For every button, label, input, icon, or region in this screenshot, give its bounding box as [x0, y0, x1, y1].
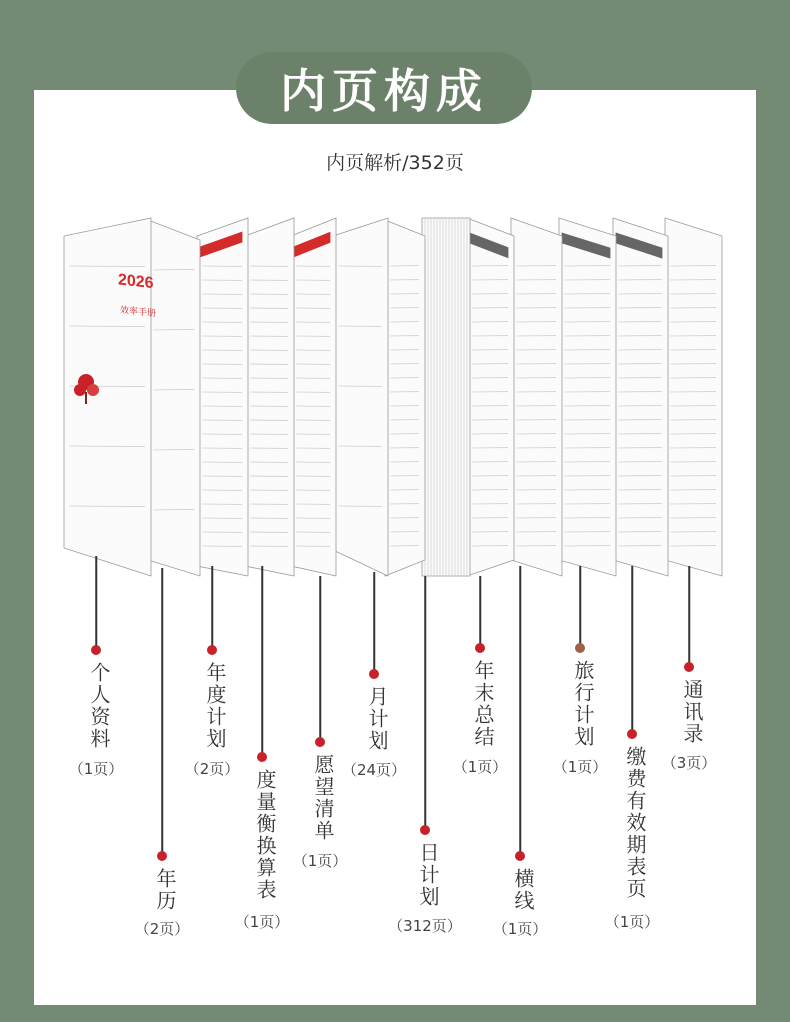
page-sheet	[511, 218, 562, 576]
marker-dot	[207, 645, 217, 655]
section-count-contacts: （3页）	[661, 754, 717, 772]
connector-line	[319, 576, 321, 742]
section-count-lined: （1页）	[492, 920, 548, 938]
page-sheet	[197, 218, 248, 576]
section-label-contacts: 通讯录	[680, 679, 704, 745]
page-sheet	[385, 220, 425, 576]
section-label-measure: 度量衡换算表	[253, 769, 277, 901]
section-label-daily: 日计划	[416, 842, 440, 908]
marker-dot	[257, 752, 267, 762]
marker-dot	[627, 729, 637, 739]
connector-line	[161, 568, 163, 856]
section-count-yearend: （1页）	[452, 758, 508, 776]
section-count-wish: （1页）	[292, 852, 348, 870]
marker-dot	[684, 662, 694, 672]
connector-line	[688, 566, 690, 667]
marker-dot	[420, 825, 430, 835]
section-count-annual: （2页）	[184, 760, 240, 778]
page-sheet	[245, 218, 294, 576]
section-label-travel: 旅行计划	[571, 660, 595, 748]
connector-line	[519, 566, 521, 856]
connector-line	[261, 566, 263, 757]
connector-line	[579, 566, 581, 648]
section-label-payment: 缴费有效期表页	[623, 746, 647, 900]
section-count-monthly: （24页）	[341, 761, 407, 779]
marker-dot	[475, 643, 485, 653]
connector-line	[631, 566, 633, 734]
page-title: 内页构成	[236, 52, 532, 124]
section-count-calendar: （2页）	[134, 920, 190, 938]
page-sheet	[467, 218, 514, 576]
page-sheet	[148, 220, 200, 576]
section-label-calendar: 年历	[153, 868, 177, 912]
connector-line	[95, 556, 97, 650]
section-count-personal: （1页）	[68, 760, 124, 778]
section-count-measure: （1页）	[234, 913, 290, 931]
connector-line	[373, 572, 375, 674]
page-sheet	[559, 218, 616, 576]
cover-book-title: 效率手册	[120, 305, 156, 320]
connector-line	[211, 566, 213, 650]
section-count-daily: （312页）	[388, 917, 462, 935]
page-subtitle: 内页解析/352页	[326, 152, 464, 174]
marker-dot	[91, 645, 101, 655]
section-label-monthly: 月计划	[365, 686, 389, 752]
section-label-wish: 愿望清单	[311, 754, 335, 842]
connector-line	[424, 576, 426, 830]
marker-dot	[575, 643, 585, 653]
page-sheet	[613, 218, 668, 576]
connector-line	[479, 576, 481, 648]
marker-dot	[315, 737, 325, 747]
page-sheet	[291, 218, 336, 576]
section-count-payment: （1页）	[604, 913, 660, 931]
section-label-personal: 个人资料	[87, 662, 111, 750]
marker-dot	[157, 851, 167, 861]
page-sheet	[665, 218, 722, 576]
page-sheet	[333, 218, 388, 576]
section-label-yearend: 年末总结	[471, 660, 495, 748]
marker-dot	[515, 851, 525, 861]
marker-dot	[369, 669, 379, 679]
section-count-travel: （1页）	[552, 758, 608, 776]
section-label-annual: 年度计划	[203, 662, 227, 750]
cover-year: 2026	[118, 270, 154, 293]
section-label-lined: 横线	[511, 868, 535, 912]
